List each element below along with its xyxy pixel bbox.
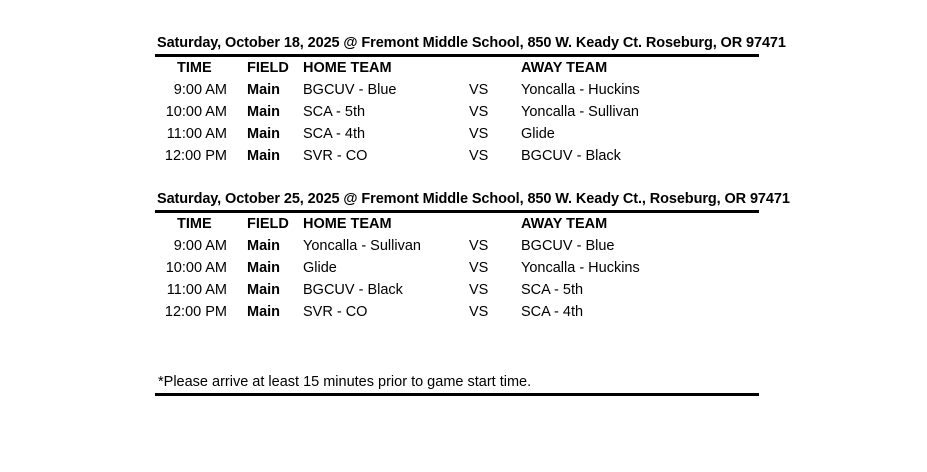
section-title: Saturday, October 18, 2025 @ Fremont Middle School, 850 W. Keady Ct. Roseburg, OR 97471 [157, 35, 786, 51]
home-team: SVR - CO [303, 304, 368, 320]
versus-label: VS [469, 126, 489, 142]
arrival-note: *Please arrive at least 15 minutes prior to game start time. [158, 374, 532, 390]
game-time: 11:00 AM [166, 126, 227, 142]
column-header-time: TIME [177, 60, 212, 76]
column-header-time: TIME [177, 216, 212, 232]
column-header-away-team: AWAY TEAM [521, 216, 608, 232]
home-team: BGCUV - Black [303, 282, 403, 298]
home-team: SCA - 4th [303, 126, 366, 142]
game-time: 9:00 AM [173, 82, 227, 98]
game-field: Main [247, 238, 281, 254]
home-team: SVR - CO [303, 148, 368, 164]
column-header-home-team: HOME TEAM [303, 60, 392, 76]
game-field: Main [247, 126, 281, 142]
column-header-field: FIELD [247, 216, 289, 232]
away-team: Yoncalla - Sullivan [521, 104, 639, 120]
away-team: Yoncalla - Huckins [521, 260, 640, 276]
home-team: BGCUV - Blue [303, 82, 397, 98]
game-field: Main [247, 104, 281, 120]
game-time: 9:00 AM [173, 238, 227, 254]
section-divider [155, 210, 759, 213]
game-time: 11:00 AM [166, 282, 227, 298]
game-time: 12:00 PM [164, 148, 227, 164]
versus-label: VS [469, 82, 489, 98]
home-team: SCA - 5th [303, 104, 366, 120]
away-team: Yoncalla - Huckins [521, 82, 640, 98]
versus-label: VS [469, 282, 489, 298]
away-team: SCA - 4th [521, 304, 584, 320]
column-header-home-team: HOME TEAM [303, 216, 392, 232]
game-field: Main [247, 148, 281, 164]
versus-label: VS [469, 304, 489, 320]
game-field: Main [247, 260, 281, 276]
game-field: Main [247, 304, 281, 320]
versus-label: VS [469, 260, 489, 276]
game-time: 10:00 AM [165, 260, 227, 276]
game-field: Main [247, 282, 281, 298]
home-team: Glide [303, 260, 337, 276]
home-team: Yoncalla - Sullivan [303, 238, 421, 254]
game-time: 12:00 PM [164, 304, 227, 320]
away-team: SCA - 5th [521, 282, 584, 298]
away-team: BGCUV - Black [521, 148, 621, 164]
bottom-divider [155, 393, 759, 396]
away-team: Glide [521, 126, 555, 142]
versus-label: VS [469, 238, 489, 254]
versus-label: VS [469, 104, 489, 120]
column-header-away-team: AWAY TEAM [521, 60, 608, 76]
versus-label: VS [469, 148, 489, 164]
game-field: Main [247, 82, 281, 98]
column-header-field: FIELD [247, 60, 289, 76]
game-time: 10:00 AM [165, 104, 227, 120]
section-title: Saturday, October 25, 2025 @ Fremont Middle School, 850 W. Keady Ct., Roseburg, OR 97471 [157, 191, 790, 207]
section-divider [155, 54, 759, 57]
away-team: BGCUV - Blue [521, 238, 615, 254]
